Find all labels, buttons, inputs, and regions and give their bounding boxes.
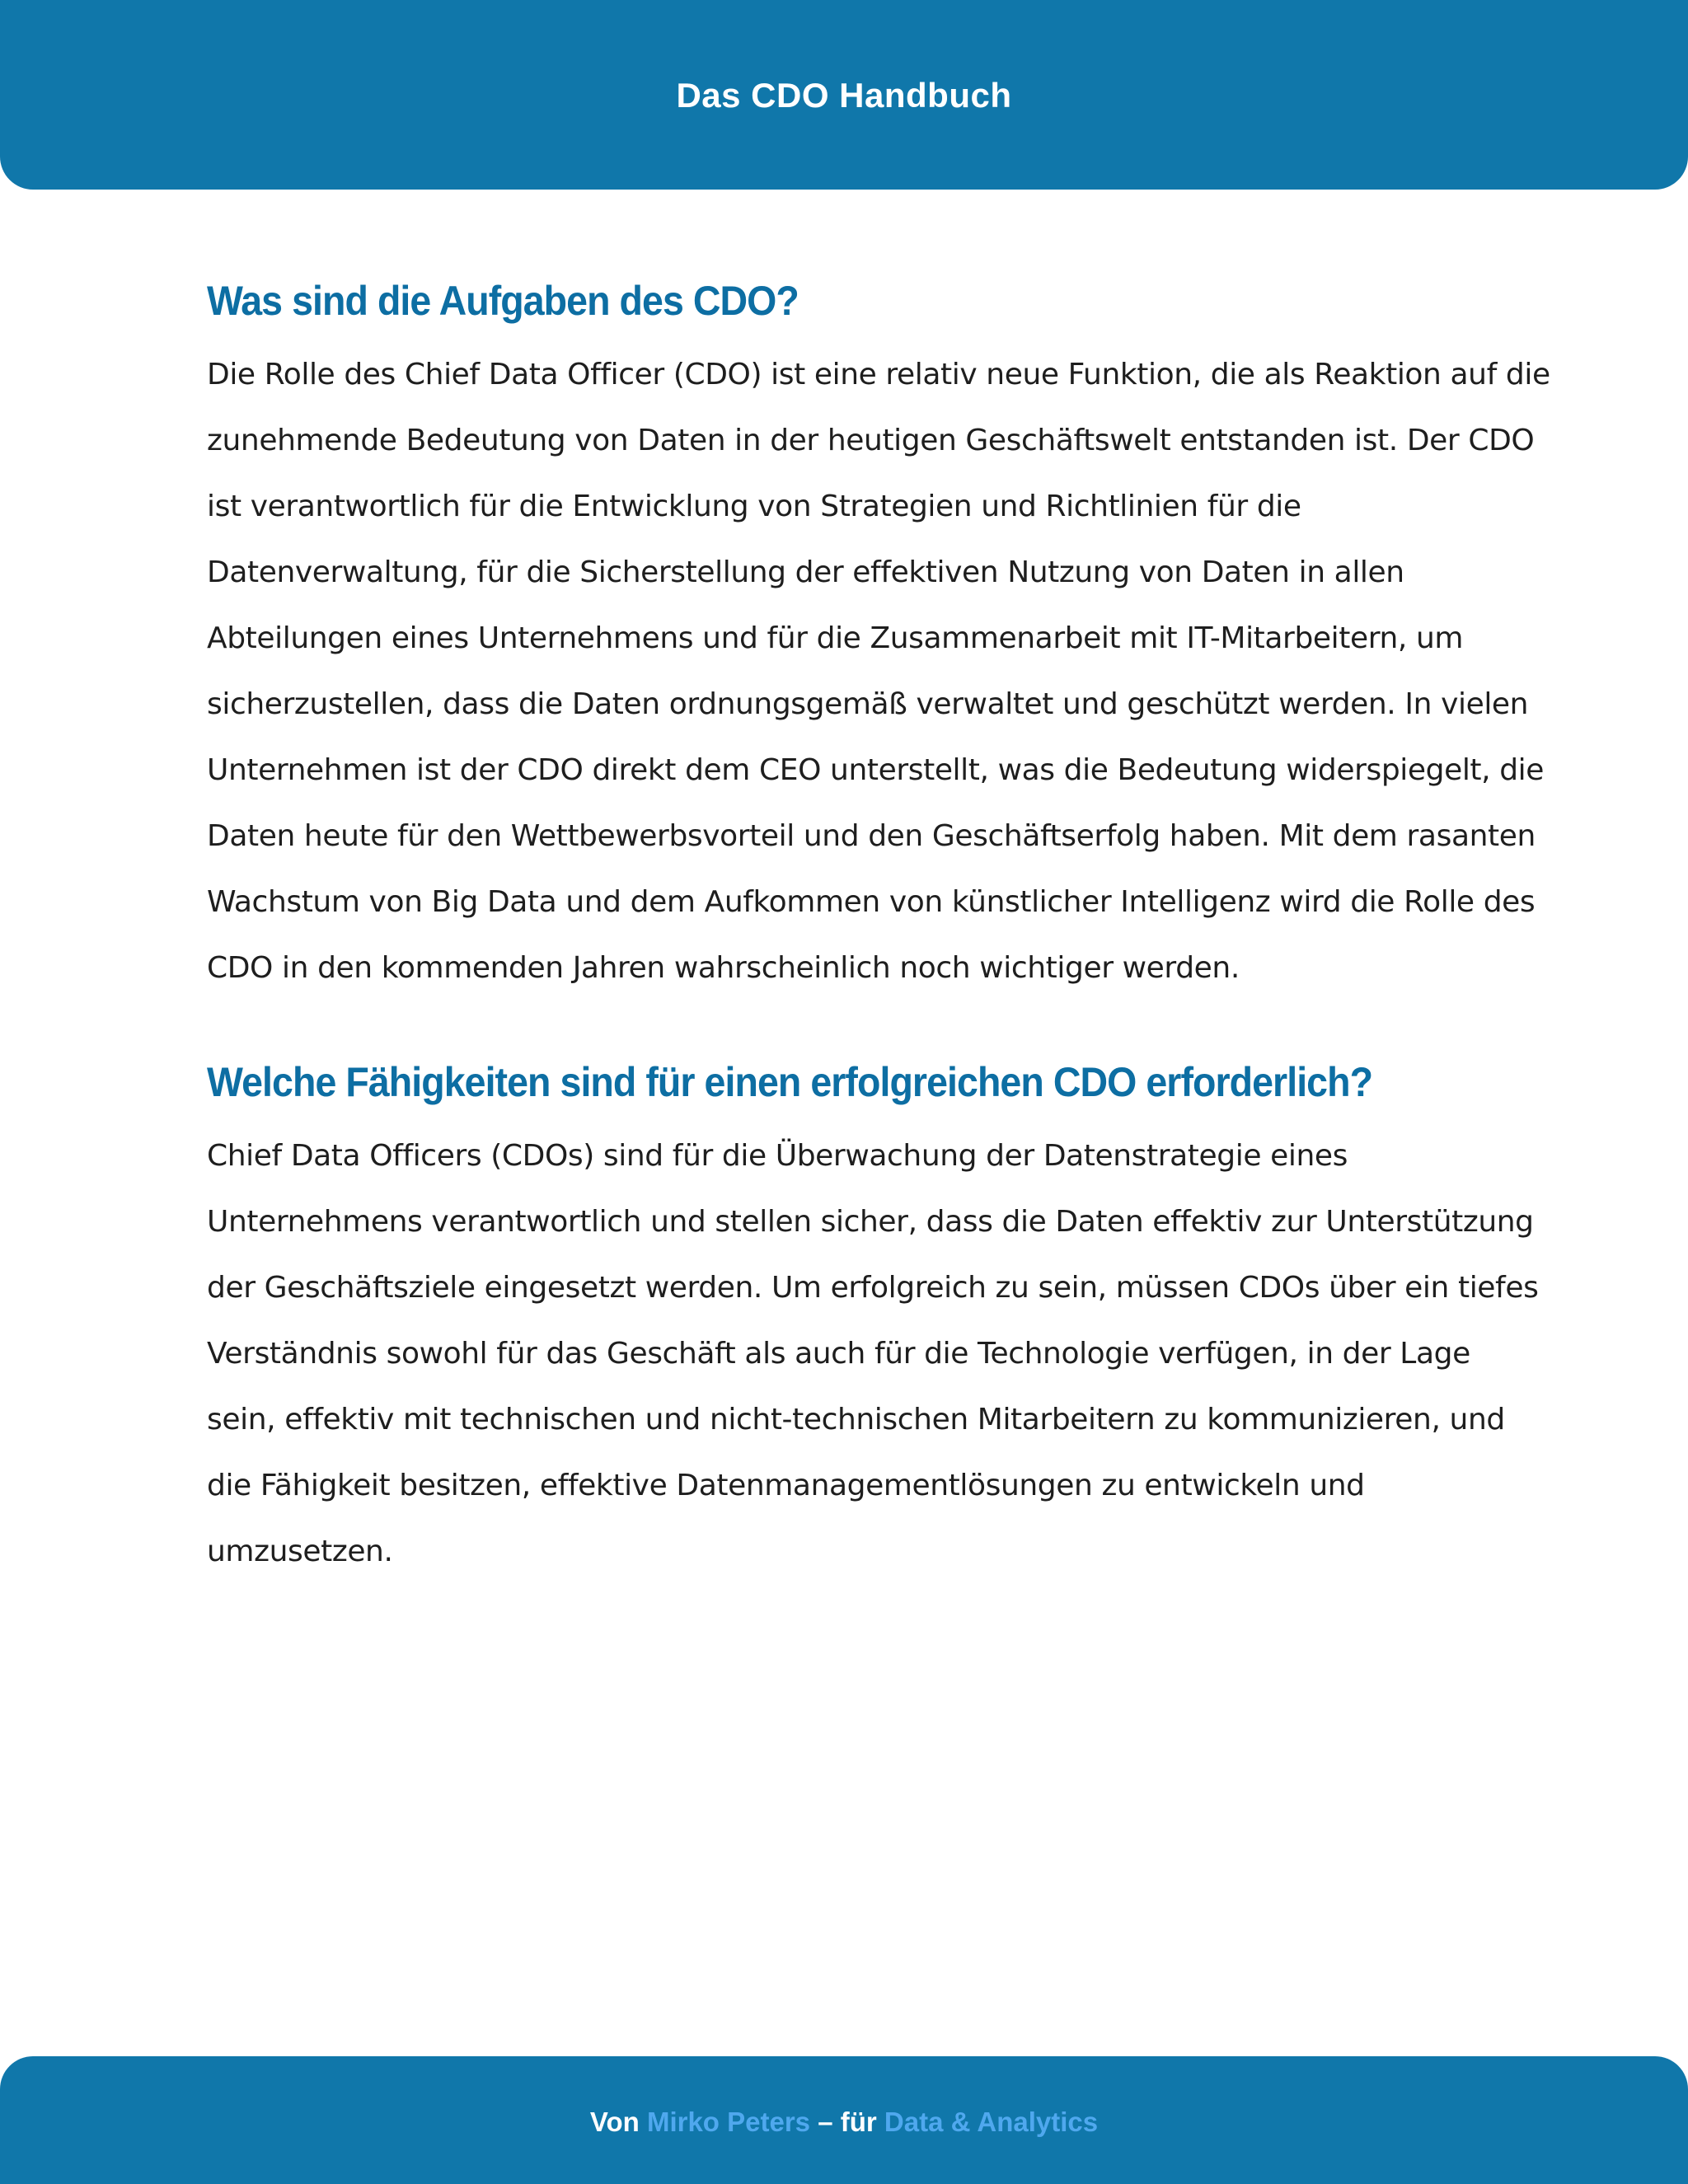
footer-separator: – für	[818, 2106, 877, 2137]
page-header	[0, 0, 1688, 190]
page-footer	[0, 2056, 1688, 2184]
paragraph-line: Verständnis sowohl für das Geschäft als auch für die Technologie verfügen, in der Lage	[207, 1337, 1470, 1371]
paragraph-line: sein, effektiv mit technischen und nicht-technischen Mitarbeitern zu kommunizieren, und	[207, 1403, 1505, 1436]
paragraph-line: Abteilungen eines Unternehmens und für die Zusammenarbeit mit IT-Mitarbeitern, um	[207, 621, 1464, 655]
paragraph-line: Daten heute für den Wettbewerbsvorteil und den Geschäftserfolg haben. Mit dem rasanten	[207, 819, 1536, 853]
header-title: Das CDO Handbuch	[676, 76, 1012, 115]
main-content	[207, 268, 1550, 1585]
footer-prefix: Von	[589, 2106, 640, 2137]
paragraph-line: Datenverwaltung, für die Sicherstellung der effektiven Nutzung von Daten in allen	[207, 555, 1404, 589]
paragraph-line: Wachstum von Big Data und dem Aufkommen von künstlicher Intelligenz wird die Rolle des	[207, 885, 1536, 919]
paragraph-line: ist verantwortlich für die Entwicklung von Strategien und Richtlinien für die	[207, 490, 1301, 523]
section-heading-tasks: Was sind die Aufgaben des CDO?	[207, 278, 799, 324]
section-heading-skills: Welche Fähigkeiten sind für einen erfolgreichen CDO erforderlich?	[207, 1059, 1373, 1105]
paragraph-line: zunehmende Bedeutung von Daten in der heutigen Geschäftswelt entstanden ist. Der CDO	[207, 424, 1535, 457]
paragraph-line: der Geschäftsziele eingesetzt werden. Um erfolgreich zu sein, müssen CDOs über ein tiefes	[207, 1271, 1539, 1305]
section-paragraph-tasks	[207, 342, 1550, 1001]
footer-author: Mirko Peters	[646, 2106, 811, 2137]
paragraph-line: die Fähigkeit besitzen, effektive Datenmanagementlösungen zu entwickeln und	[207, 1469, 1365, 1502]
paragraph-line: Unternehmen ist der CDO direkt dem CEO unterstellt, was die Bedeutung widerspiegelt, die	[207, 753, 1545, 787]
paragraph-line: sicherzustellen, dass die Daten ordnungsgemäß verwaltet und geschützt werden. In vielen	[207, 687, 1529, 721]
paragraph-line: umzusetzen.	[207, 1535, 393, 1568]
footer-credit	[590, 2104, 1098, 2140]
section-paragraph-skills	[207, 1123, 1539, 1585]
paragraph-line: Unternehmens verantwortlich und stellen sicher, dass die Daten effektiv zur Unterstützung	[207, 1205, 1534, 1239]
paragraph-line: Die Rolle des Chief Data Officer (CDO) ist eine relativ neue Funktion, die als Reaktion auf die	[207, 358, 1550, 391]
footer-brand: Data & Analytics	[884, 2106, 1099, 2137]
paragraph-line: Chief Data Officers (CDOs) sind für die Überwachung der Datenstrategie eines	[207, 1139, 1348, 1173]
paragraph-line: CDO in den kommenden Jahren wahrscheinlich noch wichtiger werden.	[207, 951, 1240, 985]
